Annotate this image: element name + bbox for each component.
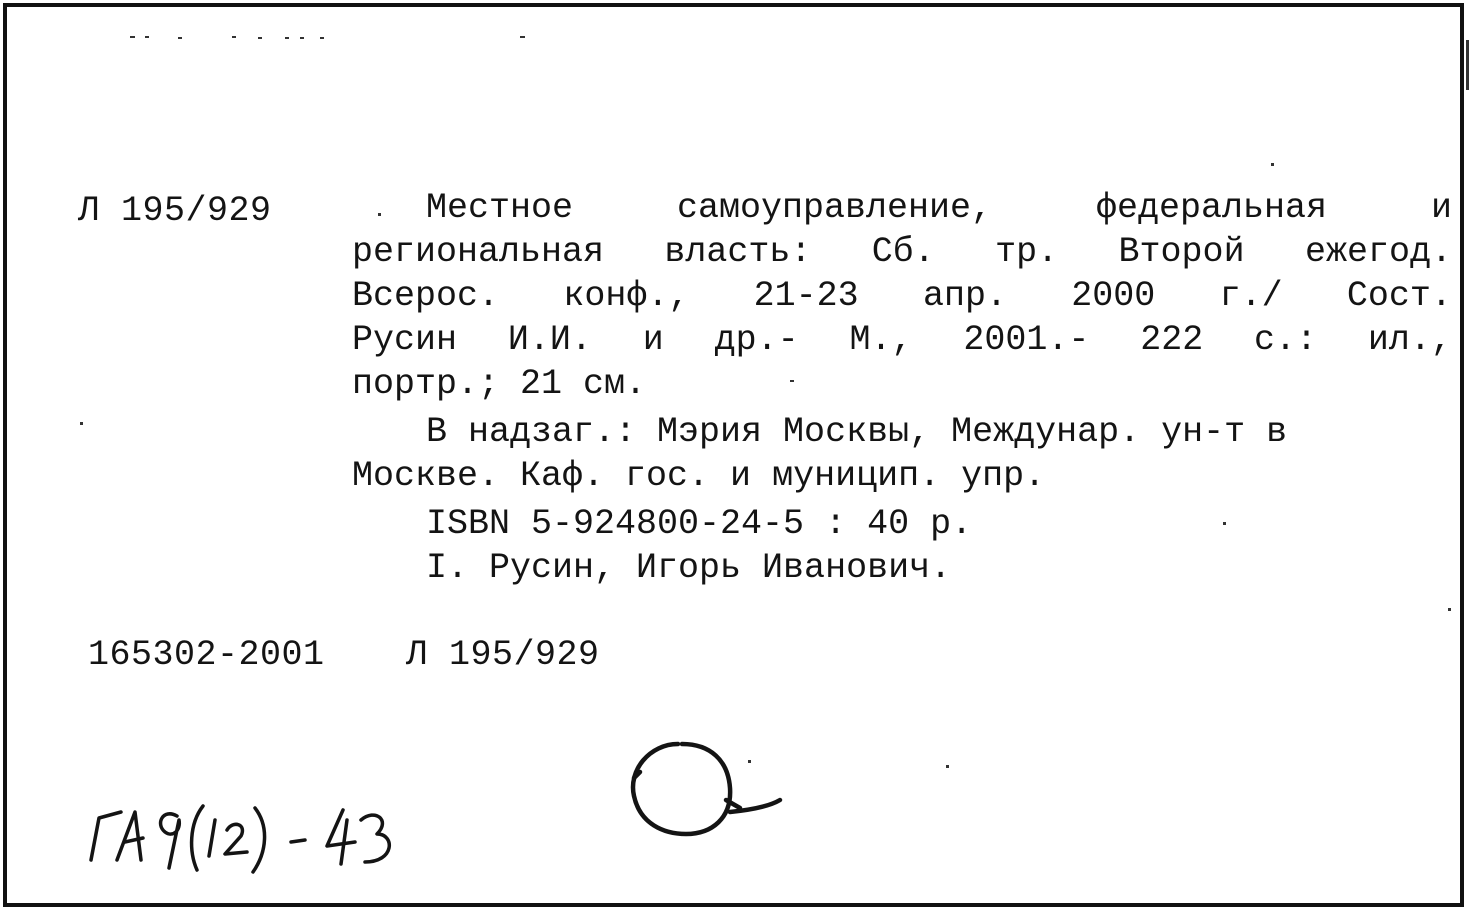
note-line-2: Москве. Каф. гос. и муницип. упр. bbox=[352, 456, 1046, 496]
word: апр. bbox=[922, 276, 1007, 316]
word: Второй bbox=[1118, 232, 1245, 272]
word: Сб. bbox=[871, 232, 935, 272]
word: федеральная bbox=[1095, 188, 1328, 228]
isbn-line: ISBN 5-924800-24-5 : 40 р. bbox=[426, 504, 973, 544]
inventory-shelf-mark: Л 195/929 bbox=[406, 635, 600, 675]
word: конф., bbox=[563, 276, 690, 316]
note-line-1: В надзаг.: Мэрия Москвы, Междунар. ун-т в bbox=[426, 412, 1288, 452]
word: 222 bbox=[1140, 320, 1204, 360]
word: и bbox=[642, 320, 664, 360]
word: Местное bbox=[426, 188, 574, 228]
word: региональная bbox=[352, 232, 605, 272]
word: М., bbox=[849, 320, 913, 360]
word: ежегод. bbox=[1304, 232, 1452, 272]
title-line-1 bbox=[352, 186, 1452, 230]
shelf-mark: Л 195/929 bbox=[78, 191, 272, 231]
word: др.- bbox=[714, 320, 799, 360]
word: Сост. bbox=[1346, 276, 1452, 316]
word: И.И. bbox=[507, 320, 592, 360]
title-line-2 bbox=[352, 230, 1452, 274]
word: тр. bbox=[995, 232, 1059, 272]
word: 2000 bbox=[1071, 276, 1156, 316]
circular-stamp-mark bbox=[620, 730, 790, 850]
title-line-5: портр.; 21 см. bbox=[352, 364, 647, 404]
word: Русин bbox=[352, 320, 458, 360]
word: Всерос. bbox=[352, 276, 500, 316]
inventory-number: 165302-2001 bbox=[88, 635, 325, 675]
title-line-4 bbox=[352, 318, 1452, 362]
title-line-3 bbox=[352, 274, 1452, 318]
word: 21-23 bbox=[753, 276, 859, 316]
handwritten-classification bbox=[85, 790, 415, 880]
added-entry: I. Русин, Игорь Иванович. bbox=[426, 548, 952, 588]
word: власть: bbox=[664, 232, 812, 272]
word: 2001.- bbox=[963, 320, 1090, 360]
word: ил., bbox=[1367, 320, 1452, 360]
bibliographic-description bbox=[352, 186, 1452, 590]
word: и bbox=[1430, 188, 1452, 228]
word: с.: bbox=[1254, 320, 1318, 360]
word: самоуправление, bbox=[676, 188, 993, 228]
word: г./ bbox=[1219, 276, 1283, 316]
